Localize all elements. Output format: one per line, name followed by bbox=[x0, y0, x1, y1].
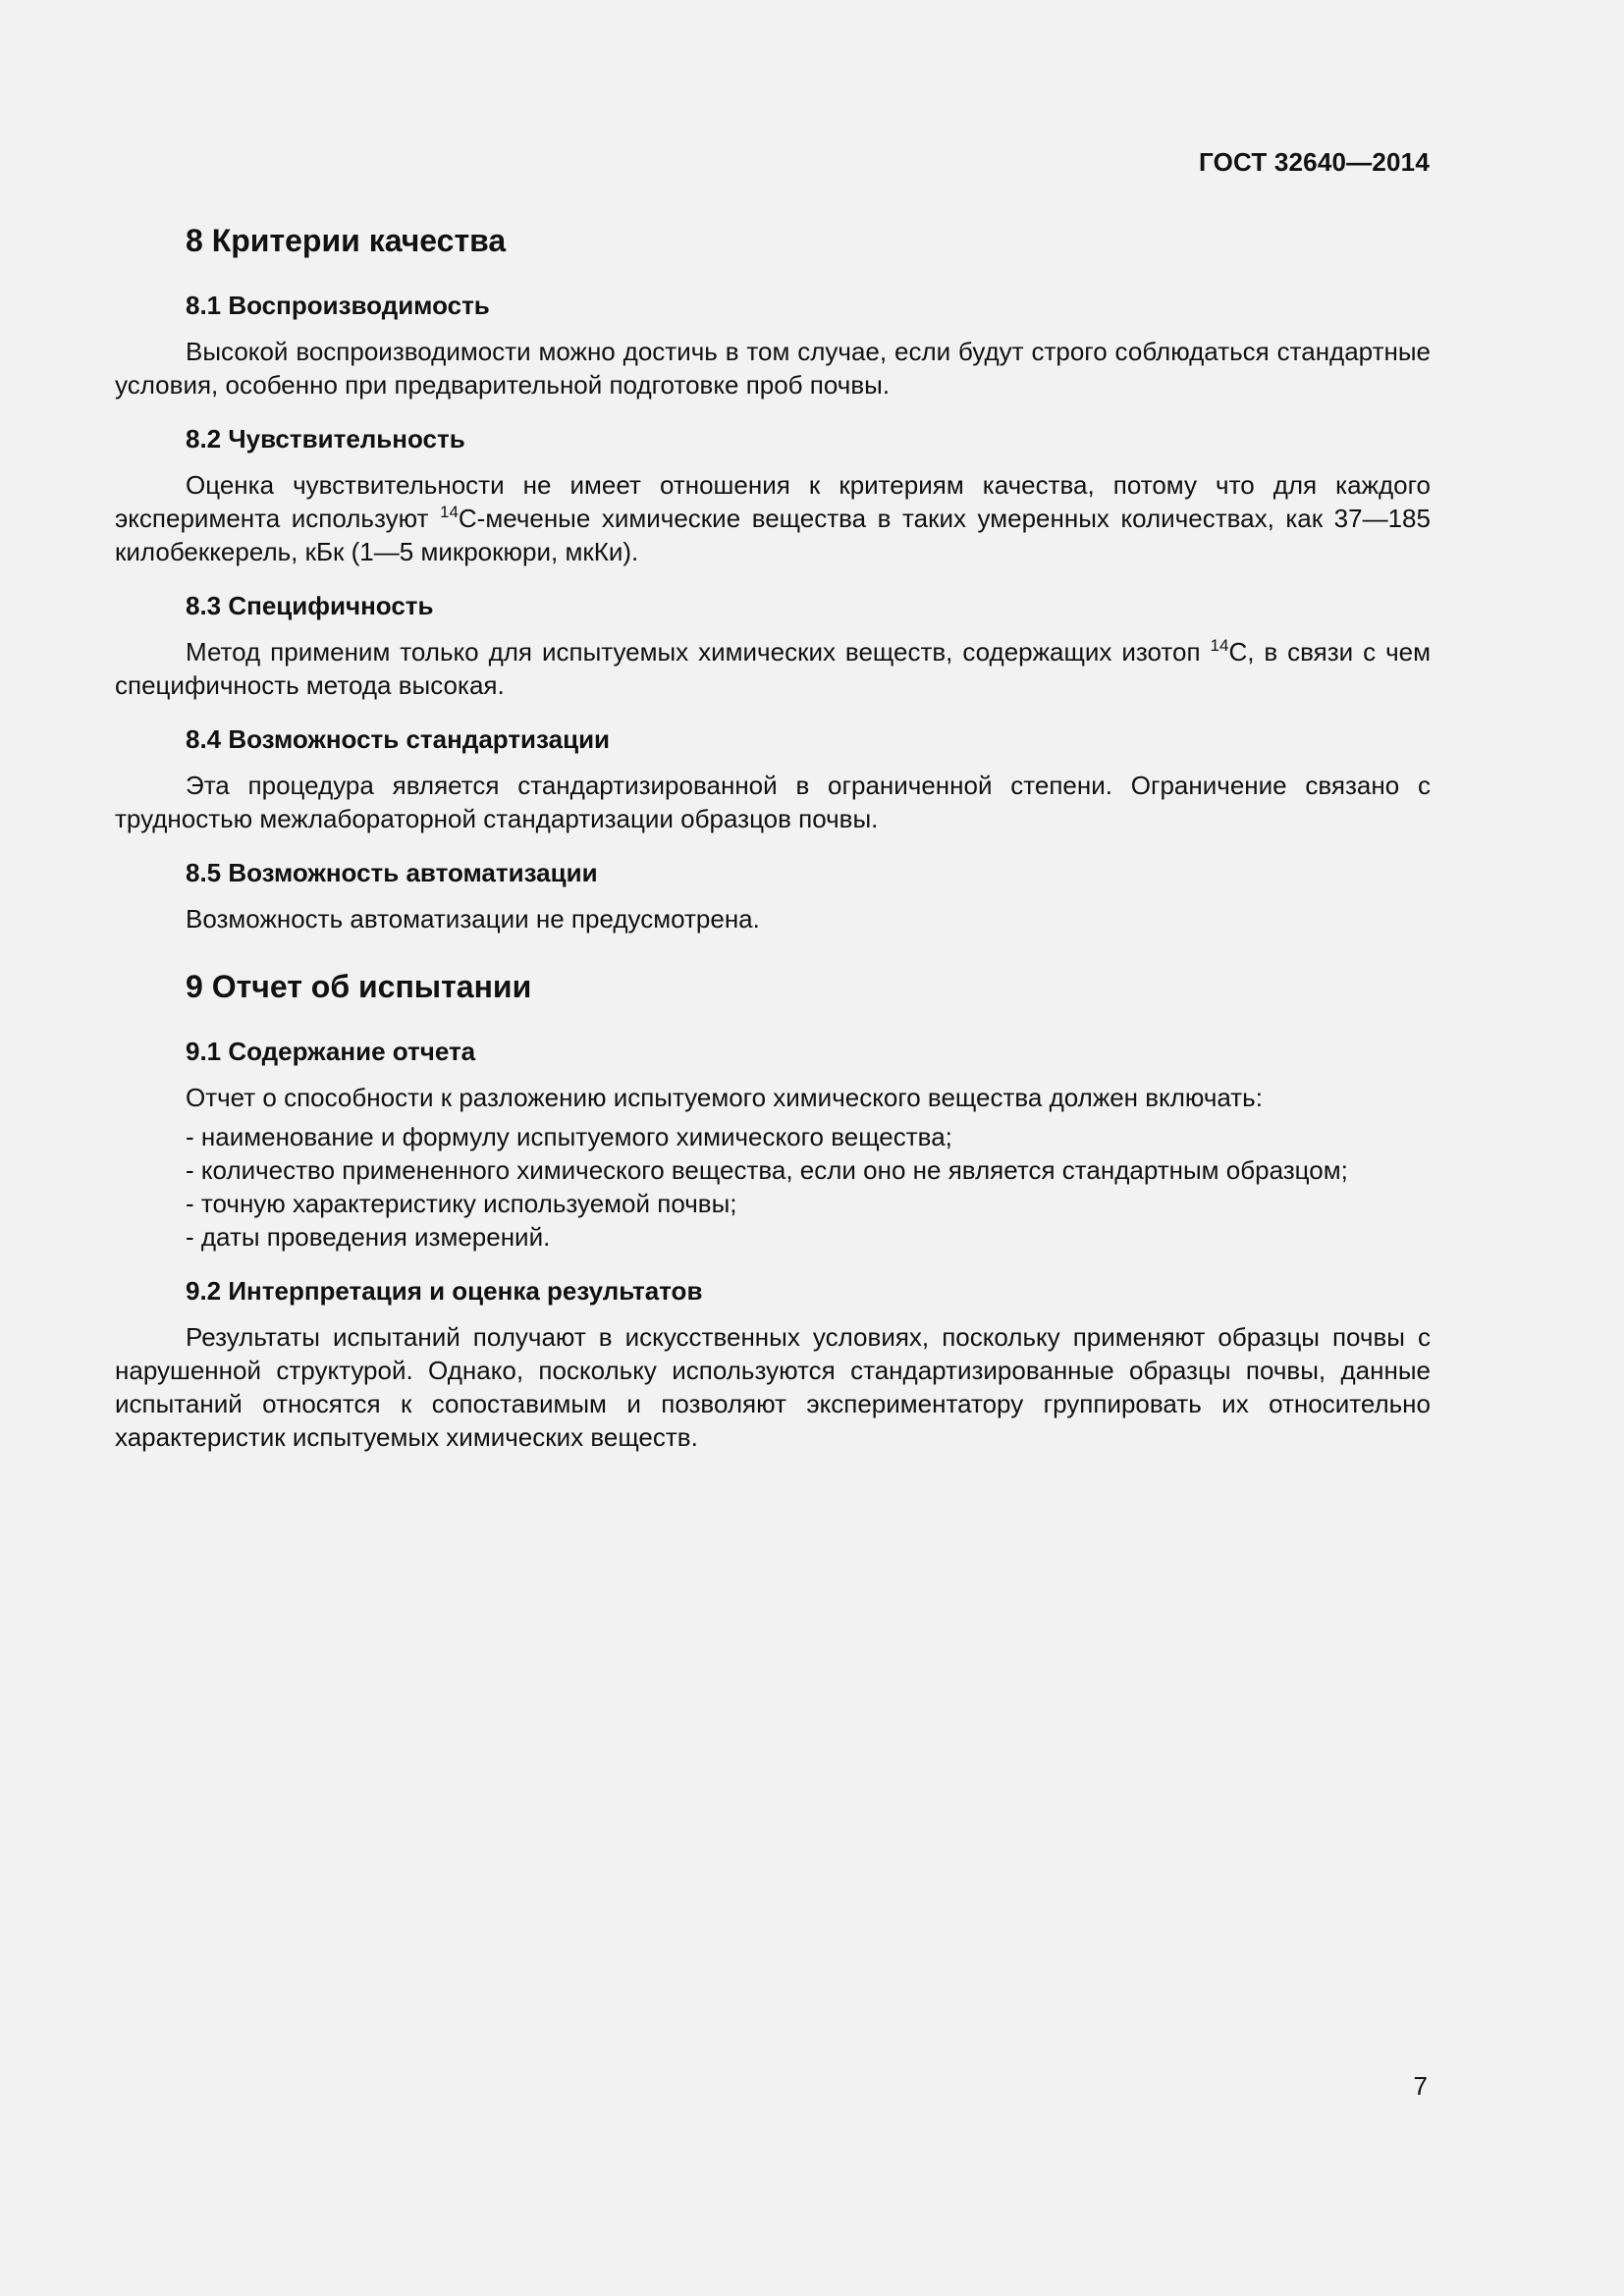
section-9-1-text: Отчет о способности к разложению испытуемого химического вещества должен включать: bbox=[186, 1083, 1263, 1112]
list-item: - точную характеристику используемой почвы; bbox=[186, 1187, 1431, 1220]
section-8-1-text: Высокой воспроизводимости можно достичь в том случае, если будут строго соблюдаться стандартные условия, особенно при предварительной подготовке проб почвы. bbox=[115, 337, 1431, 400]
section-8-3-text-end: С, в связи с чем специфичность метода высокая. bbox=[115, 637, 1431, 700]
section-8-2-text bbox=[115, 468, 1431, 568]
isotope-superscript: 14 bbox=[439, 503, 459, 521]
report-contents-list bbox=[186, 1120, 1431, 1254]
list-item: - наименование и формулу испытуемого химического вещества; bbox=[186, 1120, 1431, 1153]
section-8-3-title: 8.3 Специфичность bbox=[186, 591, 434, 620]
document-body bbox=[115, 221, 1431, 1475]
section-8-4-text: Эта процедура является стандартизированной в ограниченной степени. Ограничение связано с трудностью межлабораторной стандартизации образцов почвы. bbox=[115, 771, 1431, 833]
section-9-2-title: 9.2 Интерпретация и оценка результатов bbox=[186, 1276, 703, 1306]
section-8-4-title: 8.4 Возможность стандартизации bbox=[186, 724, 611, 754]
section-8-2-text-end: С-меченые химические вещества в таких умеренных количествах, как 37—185 килобеккерель, кБк (1—5 микрокюри, мкКи). bbox=[115, 504, 1431, 566]
list-item: - количество примененного химического вещества, если оно не является стандартным образцом; bbox=[186, 1153, 1431, 1187]
section-8-5-text: Возможность автоматизации не предусмотрена. bbox=[186, 904, 760, 934]
list-item: - даты проведения измерений. bbox=[186, 1220, 1431, 1254]
section-9-1-title: 9.1 Содержание отчета bbox=[186, 1037, 476, 1066]
section-8-1-title: 8.1 Воспроизводимость bbox=[186, 291, 490, 320]
section-8-title: 8 Критерии качества bbox=[186, 223, 507, 258]
section-9-title: 9 Отчет об испытании bbox=[186, 969, 532, 1004]
section-8-2-text-start: Оценка чувствительности не имеет отношения к критериям качества, потому что для каждого эксперимента используют bbox=[115, 470, 1431, 533]
section-8-3-text-start: Метод применим только для испытуемых химических веществ, содержащих изотоп bbox=[186, 637, 1211, 667]
section-9-2-text: Результаты испытаний получают в искусственных условиях, поскольку применяют образцы почвы с нарушенной структурой. Однако, поскольку используются стандартизированные образцы почвы, данные испытаний относятся к сопоставимым и позволяют экспериментатору группировать их относительно характеристик испытуемых химических веществ. bbox=[115, 1322, 1431, 1452]
section-8-3-text bbox=[115, 635, 1431, 702]
isotope-superscript: 14 bbox=[1210, 636, 1229, 655]
page-number: 7 bbox=[1413, 2071, 1428, 2101]
section-8-2-title: 8.2 Чувствительность bbox=[186, 424, 465, 454]
document-code: ГОСТ 32640—2014 bbox=[1199, 147, 1430, 177]
section-8-5-title: 8.5 Возможность автоматизации bbox=[186, 858, 598, 887]
